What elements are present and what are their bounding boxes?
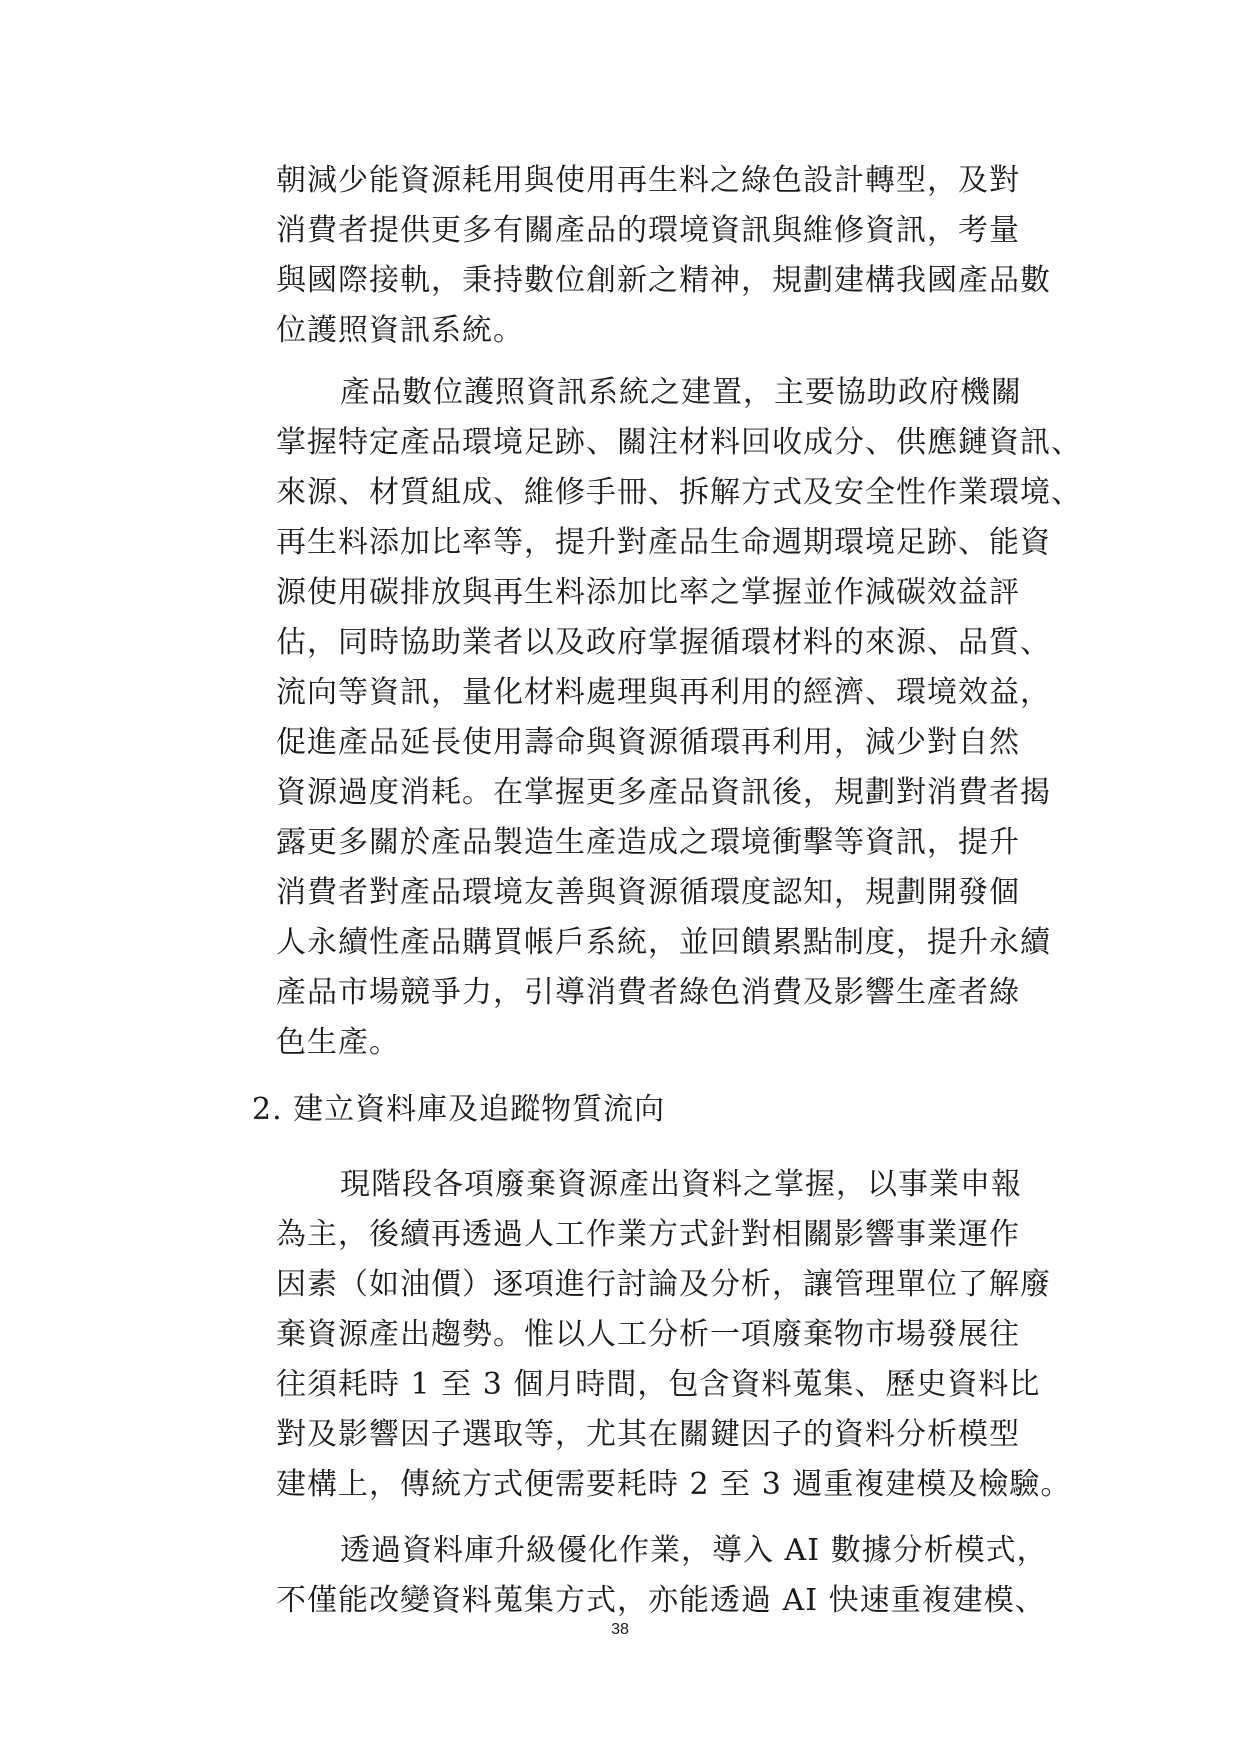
paragraph-line: 估，同時協助業者以及政府掌握循環材料的來源、品質、 <box>276 625 1051 660</box>
paragraph-line: 露更多關於產品製造生產造成之環境衝擊等資訊，提升 <box>276 825 1020 860</box>
paragraph-line: 掌握特定產品環境足跡、關注材料回收成分、供應鏈資訊、 <box>276 425 1082 460</box>
paragraph-line: 產品市場競爭力，引導消費者綠色消費及影響生產者綠 <box>276 975 1020 1010</box>
paragraph-line: 因素（如油價）逐項進行討論及分析，讓管理單位了解廢 <box>276 1267 1051 1302</box>
paragraph-line: 消費者提供更多有關產品的環境資訊與維修資訊，考量 <box>276 213 1020 248</box>
paragraph-line: 促進產品延長使用壽命與資源循環再利用，減少對自然 <box>276 725 1020 760</box>
section-heading: 2. 建立資料庫及追蹤物質流向 <box>252 1092 666 1127</box>
paragraph-line: 棄資源產出趨勢。惟以人工分析一項廢棄物市場發展往 <box>276 1317 1020 1352</box>
paragraph-line: 產品數位護照資訊系統之建置，主要協助政府機關 <box>340 375 1022 410</box>
paragraph-line: 消費者對產品環境友善與資源循環度認知，規劃開發個 <box>276 875 1020 910</box>
paragraph-line: 對及影響因子選取等，尤其在關鍵因子的資料分析模型 <box>276 1417 1020 1452</box>
page-number: 38 <box>611 1621 629 1638</box>
paragraph-3 <box>276 1160 1096 1510</box>
paragraph-line: 人永續性產品購買帳戶系統，並回饋累點制度，提升永續 <box>276 925 1051 960</box>
paragraph-line: 為主，後續再透過人工作業方式針對相關影響事業運作 <box>276 1217 1020 1252</box>
paragraph-line: 再生料添加比率等，提升對產品生命週期環境足跡、能資 <box>276 525 1051 560</box>
paragraph-line: 建構上，傳統方式便需要耗時 2 至 3 週重複建模及檢驗。 <box>276 1467 1072 1502</box>
paragraph-4 <box>276 1526 1096 1626</box>
paragraph-line: 來源、材質組成、維修手冊、拆解方式及安全性作業環境、 <box>276 475 1082 510</box>
paragraph-line: 與國際接軌，秉持數位創新之精神，規劃建構我國產品數 <box>276 263 1051 298</box>
paragraph-line: 資源過度消耗。在掌握更多產品資訊後，規劃對消費者揭 <box>276 775 1051 810</box>
paragraph-line: 往須耗時 1 至 3 個月時間，包含資料蒐集、歷史資料比 <box>276 1367 1041 1402</box>
paragraph-line: 現階段各項廢棄資源產出資料之掌握，以事業申報 <box>340 1167 1022 1202</box>
paragraph-line: 透過資料庫升級優化作業，導入 AI 數據分析模式， <box>340 1533 1048 1568</box>
paragraph-1 <box>276 156 1096 356</box>
paragraph-line: 不僅能改變資料蒐集方式，亦能透過 AI 快速重複建模、 <box>276 1583 1046 1618</box>
paragraph-line: 位護照資訊系統。 <box>276 313 524 348</box>
paragraph-line: 朝減少能資源耗用與使用再生料之綠色設計轉型，及對 <box>276 163 1020 198</box>
paragraph-line: 源使用碳排放與再生料添加比率之掌握並作減碳效益評 <box>276 575 1020 610</box>
paragraph-line: 流向等資訊，量化材料處理與再利用的經濟、環境效益， <box>276 675 1051 710</box>
paragraph-2 <box>276 368 1096 1068</box>
paragraph-line: 色生產。 <box>276 1025 400 1060</box>
